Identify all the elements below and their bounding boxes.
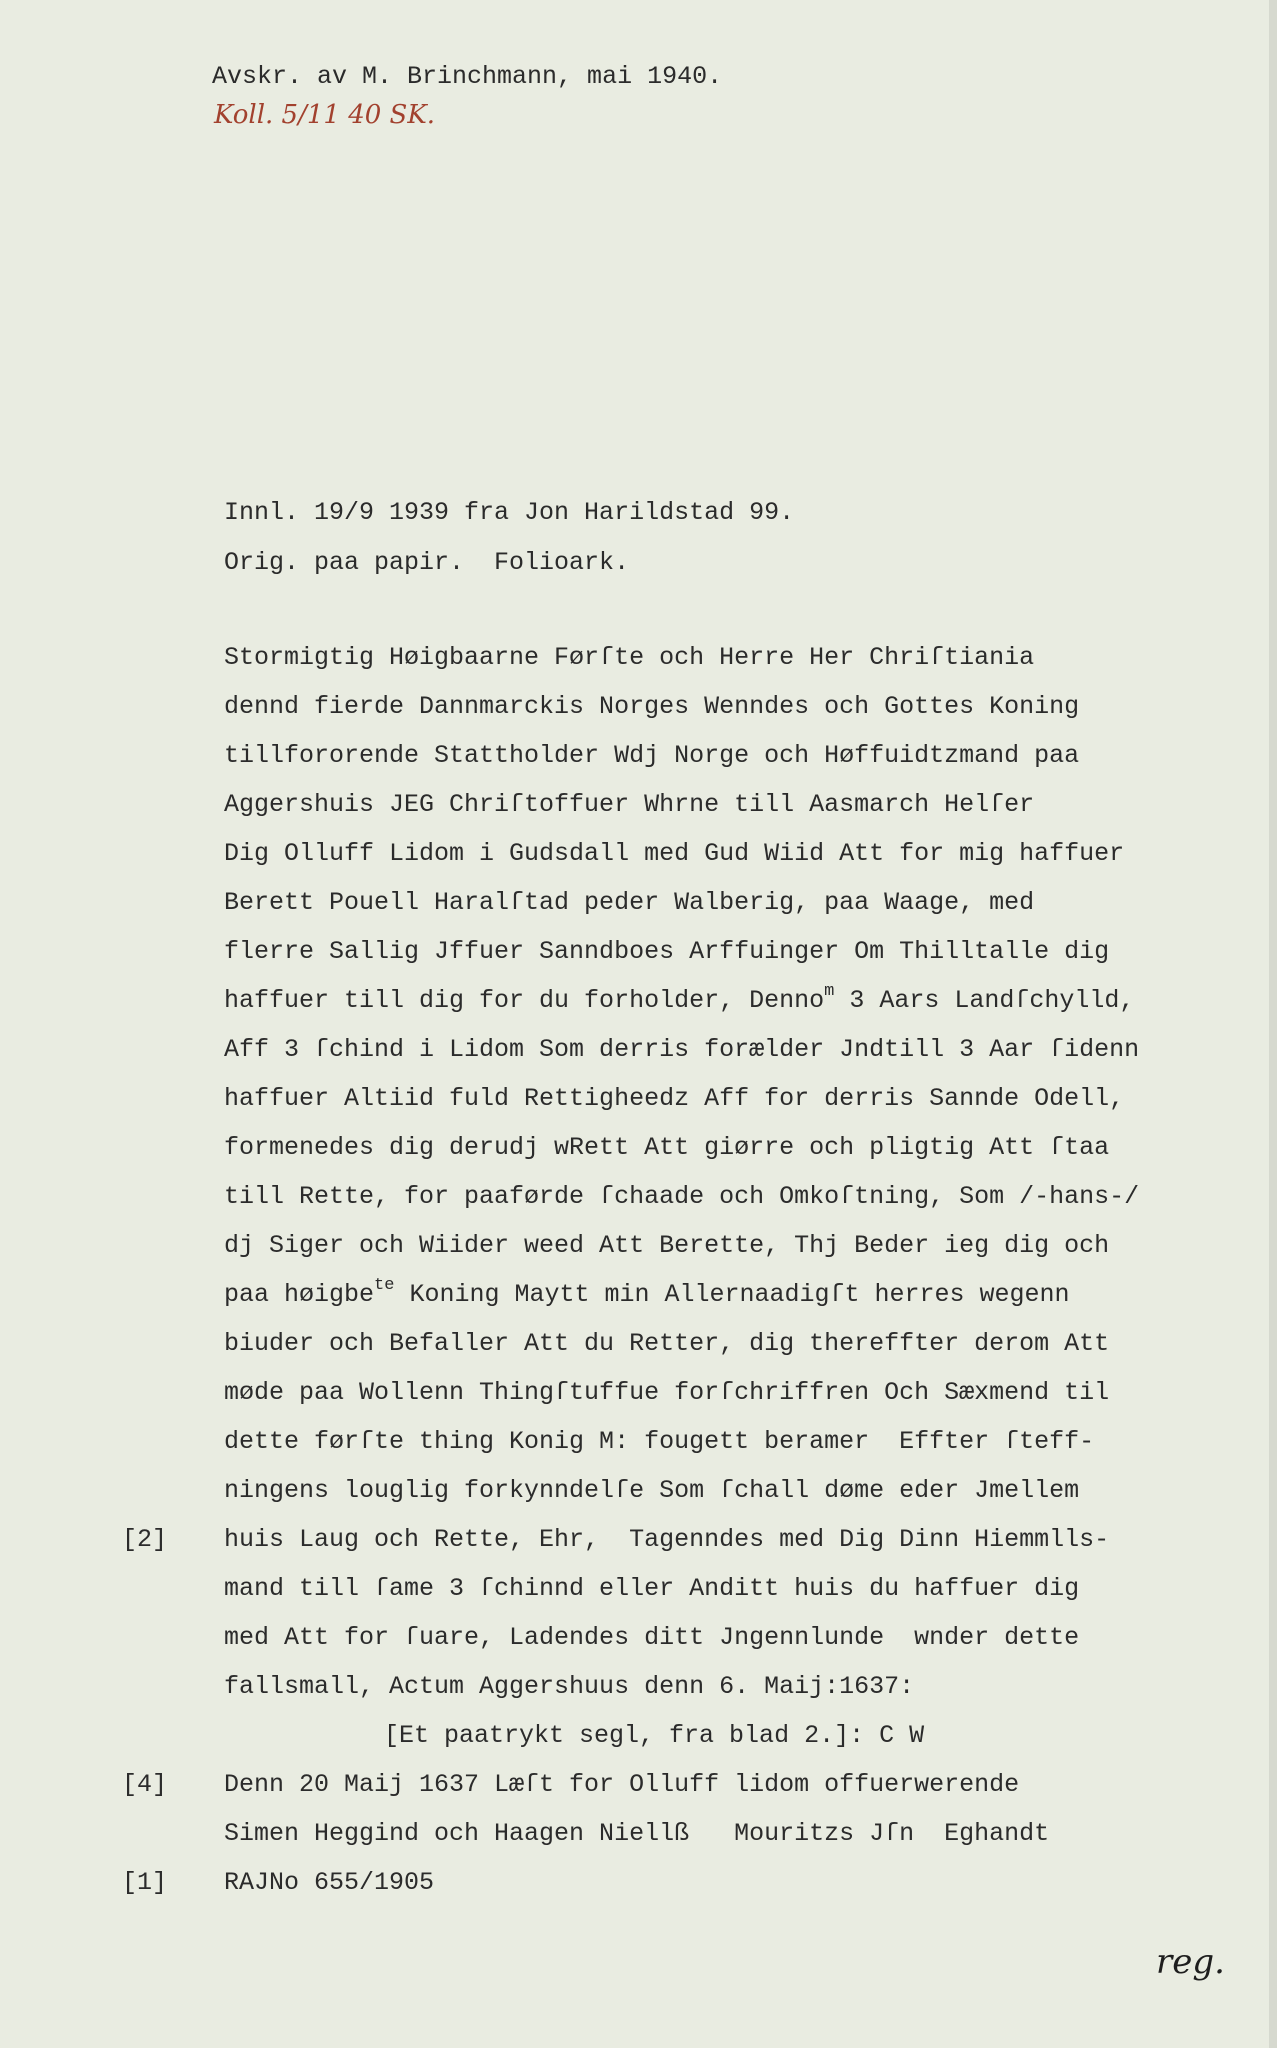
body-line bbox=[224, 1276, 1070, 1313]
body-line: haffuer Altiid fuld Rettigheedz Aff for derris Sannde Odell, bbox=[224, 1084, 1125, 1113]
body-line: Dig Olluff Lidom i Gudsdall med Gud Wiid Att for mig haffuer bbox=[224, 839, 1125, 868]
body-line: møde paa Wollenn Thingſtuffue forſchriffren Och Sæxmend til bbox=[224, 1378, 1110, 1407]
endorsement-line: Simen Heggind och Haagen Niellß Mouritzs Jſn Eghandt bbox=[224, 1819, 1050, 1848]
body-line: formenedes dig derudj wRett Att giørre och pligtig Att ſtaa bbox=[224, 1133, 1110, 1162]
handwritten-reg-mark: reg. bbox=[1156, 1942, 1225, 1982]
body-line-tail: 3 Aars Landſchylld, bbox=[834, 986, 1135, 1015]
body-line: mand till ſame 3 ſchinnd eller Anditt huis du haffuer dig bbox=[224, 1574, 1080, 1603]
body-line: fallsmall, Actum Aggershuus denn 6. Maij:1637: bbox=[224, 1672, 915, 1701]
body-line: dette førſte thing Konig M: fougett beramer Effter ſteff- bbox=[224, 1427, 1095, 1456]
body-line: till Rette, for paaførde ſchaade och Omkoſtning, Som /-hans-/ bbox=[224, 1182, 1140, 1211]
margin-page-ref: [4] bbox=[122, 1770, 168, 1799]
margin-page-ref: [2] bbox=[122, 1525, 168, 1554]
body-line: ningens louglig forkynndelſe Som ſchall døme eder Jmellem bbox=[224, 1476, 1080, 1505]
body-line bbox=[224, 982, 1135, 1019]
body-line-text: haffuer till dig for du forholder, Denno bbox=[224, 986, 825, 1015]
body-line-tail: Koning Maytt min Allernaadigſt herres wegenn bbox=[394, 1280, 1070, 1309]
body-line: biuder och Befaller Att du Retter, dig thereffter derom Att bbox=[224, 1329, 1110, 1358]
transcriber-line: Avskr. av M. Brinchmann, mai 1940. bbox=[212, 62, 723, 91]
body-line-text: paa høigbe bbox=[224, 1280, 375, 1309]
superscript-m: m bbox=[824, 982, 835, 1001]
body-line: dennd fierde Dannmarckis Norges Wenndes och Gottes Koning bbox=[224, 692, 1080, 721]
archive-number: RAJNo 655/1905 bbox=[224, 1868, 435, 1897]
endorsement-line: Denn 20 Maij 1637 Læſt for Olluff lidom offuerwerende bbox=[224, 1770, 1020, 1799]
body-line: Berett Pouell Haralſtad peder Walberig, paa Waage, med bbox=[224, 888, 1035, 917]
body-line: Aff 3 ſchind i Lidom Som derris forælder Jndtill 3 Aar ſidenn bbox=[224, 1035, 1140, 1064]
body-line: Stormigtig Høigbaarne Førſte och Herre Her Chriſtiania bbox=[224, 643, 1035, 672]
margin-page-ref: [1] bbox=[122, 1868, 168, 1897]
body-line: med Att for ſuare, Ladendes ditt Jngennlunde wnder dette bbox=[224, 1623, 1080, 1652]
original-line: Orig. paa papir. Folioark. bbox=[224, 548, 630, 577]
body-line: huis Laug och Rette, Ehr, Tagenndes med Dig Dinn Hiemmlls- bbox=[224, 1525, 1110, 1554]
superscript-te: te bbox=[374, 1276, 395, 1295]
handwritten-check-note: Koll. 5/11 40 SK. bbox=[214, 100, 436, 130]
body-line: tillfororende Stattholder Wdj Norge och Høffuidtzmand paa bbox=[224, 741, 1080, 770]
body-line: flerre Sallig Jffuer Sanndboes Arffuinger Om Thilltalle dig bbox=[224, 937, 1110, 966]
seal-note: [Et paatrykt segl, fra blad 2.]: C W bbox=[384, 1721, 925, 1750]
body-line: Aggershuis JEG Chriſtoffuer Whrne till Aasmarch Helſer bbox=[224, 790, 1035, 819]
body-line: dj Siger och Wiider weed Att Berette, Thj Beder ieg dig och bbox=[224, 1231, 1110, 1260]
received-line: Innl. 19/9 1939 fra Jon Harildstad 99. bbox=[224, 498, 795, 527]
page-edge bbox=[1269, 0, 1277, 2048]
